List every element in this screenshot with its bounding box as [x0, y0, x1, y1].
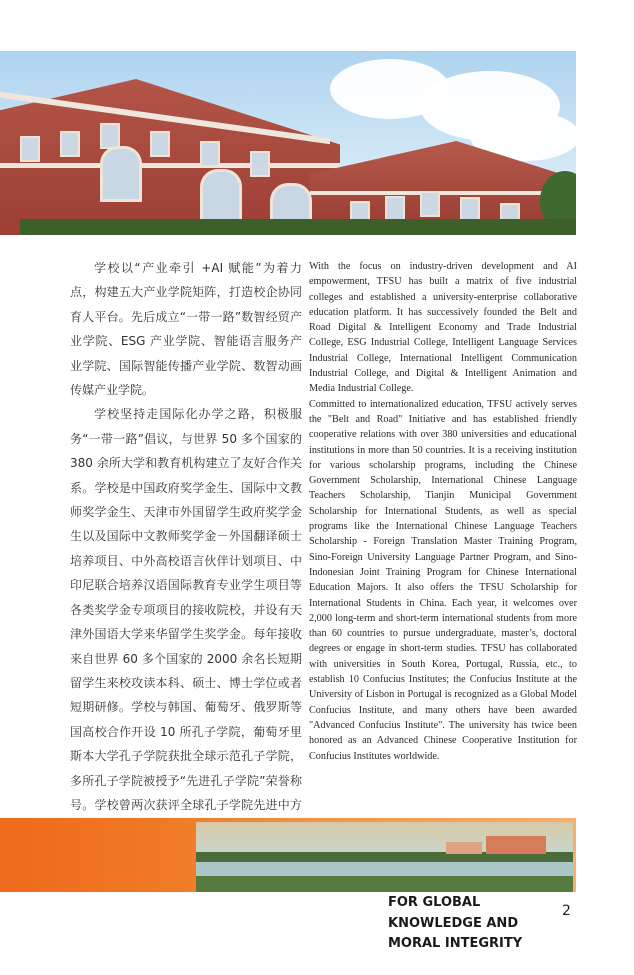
english-paragraph-2: Committed to internationalized education, TFSU actively serves the "Belt and Road" Initiative and has established friendly cooperative relations with over 380 universities and educational institutions in more than 50 countries. It is a receiving institution for various scholarship programs, including the Chinese Government Scholarship, International Chinese Language Teachers Scholarship, Tianjin Municipal Government Scholarship for International Students, as well as special programs like the International Chinese Language Teachers Scholarship - Foreign Translation Master Training Program, Sino-Foreign University Language Partner Program, and Sino-Indonesian Joint Training Program for Chinese International Education Majors. It also offers the TFSU Scholarship for International Students in China. Each year, it welcomes over 2,000 long-term and short-term international students from more than 60 countries to pursue undergraduate, master’s, doctoral degrees or engage in short-term studies. TFSU has collaborated with universities in South Korea, Portugal, Russia, etc., to establish 10 Confucius Institutes; the Confucius Institute at the University of Lisbon in Portugal is recognized as a Global Model Confucius Institute, and many others have been awarded "Advanced Confucius Institute". The university has twice been honored as an Advanced Chinese Cooperative Institution for Confucius Institutes worldwide. — [309, 398, 577, 762]
english-text-column — [309, 259, 577, 764]
tagline-line-1: FOR GLOBAL — [388, 895, 481, 910]
page-number: 2 — [562, 903, 571, 919]
tagline-line-3: MORAL INTEGRITY — [388, 936, 523, 951]
campus-lake-photo — [196, 822, 573, 892]
tagline-line-2: KNOWLEDGE AND — [388, 915, 519, 931]
footer-tagline — [388, 893, 548, 955]
chinese-paragraph-2: 学校坚持走国际化办学之路，积极服务“一带一路”倡议，与世界 50 多个国家的 380 余所大学和教育机构建立了友好合作关系。学校是中国政府奖学金生、国际中文教师奖学金生、天津市外国留学生政府奖学金生以及国际中文教师奖学金－外国翻译硕士培养项目、中外高校语言伙伴计划项目、中印尼联合培养汉语国际教育专业学生项目等各类奖学金专项项目的接收院校，并设有天津外国语大学来华留学生奖学金。每年接收来自世界 60 多个国家的 2000 余名长短期留学生来校攻读本科、硕士、博士学位或者短期研修。学校与韩国、葡萄牙、俄罗斯等国高校合作开设 10 所孔子学院，葡萄牙里斯本大学孔子学院获批全球示范孔子学院，多所孔子学院被授予“先进孔子学院”荣誉称号。学校曾两次获评全球孔子学院先进中方 — [70, 407, 302, 812]
english-paragraph-1: With the focus on industry-driven development and AI empowerment, TFSU has built a matrix of five industrial colleges and established a university-enterprise collaborative education platform. It has successively founded the Belt and Road Digital & Intelligent Economy and Trade Industrial College, ESG Industrial College, Intelligent Language Services Industrial College, International Intelligent Communication Industrial College, and Digital & Intelligent Animation and Media Industrial College. — [309, 261, 577, 395]
chinese-text-column — [70, 256, 302, 842]
campus-building-photo — [0, 51, 576, 235]
chinese-paragraph-1: 学校以“产业牵引 +AI 赋能”为着力点，构建五大产业学院矩阵，打造校企协同育人平台。先后成立“一带一路”数智经贸产业学院、ESG 产业学院、智能语言服务产业学院、国际智能传播产业学院、数智动画传媒产业学院。 — [70, 261, 302, 398]
